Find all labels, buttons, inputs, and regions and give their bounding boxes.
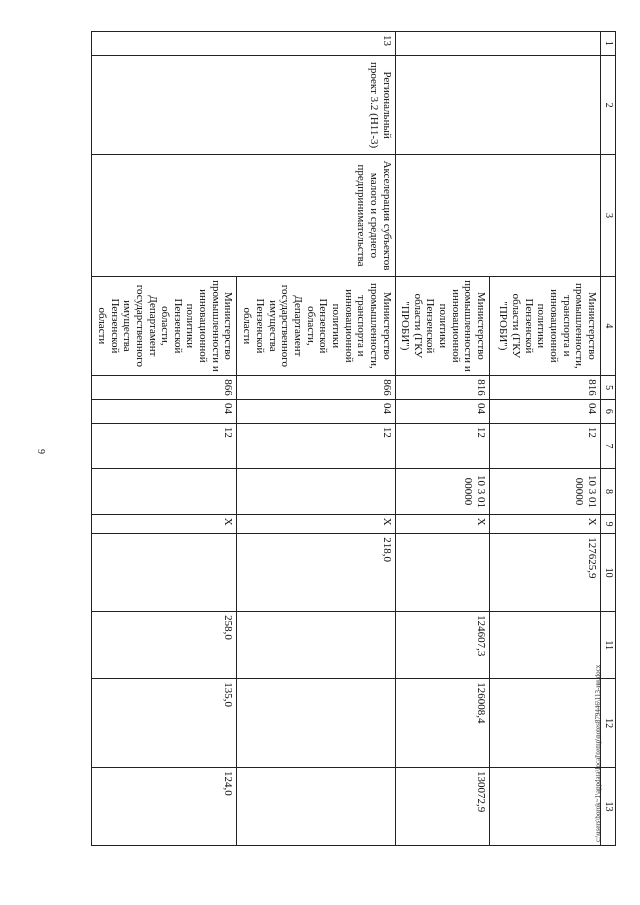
- header-row: [600, 32, 615, 846]
- col-header: 12: [600, 679, 615, 768]
- executor: Министерство промышленности, транспорта и инновационной политики Пензенской области (ГКУ "ПРОБИ"): [489, 276, 600, 376]
- table-row: [237, 32, 395, 846]
- col-header: 2: [600, 55, 615, 155]
- project-name: Региональный проект 3.2 (Н11-3): [92, 55, 396, 155]
- expense-type: X: [395, 514, 489, 533]
- event-name: Акселерация субъектов малого и среднего предпринимательства: [92, 155, 396, 276]
- col-header: 3: [600, 155, 615, 276]
- event-name: [395, 155, 600, 276]
- subsection-code: 12: [92, 423, 237, 468]
- row-number: [395, 32, 600, 56]
- row-number: 13: [92, 32, 396, 56]
- expense-type: X: [489, 514, 600, 533]
- amount-col12: 126008,4: [395, 679, 489, 768]
- expense-type: X: [92, 514, 237, 533]
- col-header: 10: [600, 534, 615, 612]
- target-code: 10 3 01 00000: [489, 469, 600, 514]
- footer-file-path: c:\users\borok~1\appdata\local\temp\notes879446\113-ии.docx: [594, 664, 602, 842]
- col-header: 7: [600, 423, 615, 468]
- amount-col10: [395, 534, 489, 612]
- amount-col13: 124,0: [92, 767, 237, 845]
- col-header: 11: [600, 612, 615, 679]
- executor: Министерство промышленности, транспорта и инновационной политики Пензенской области, Департамент государственного имущества Пензенской области: [237, 276, 395, 376]
- amount-col12: [489, 679, 600, 768]
- col-header: 5: [600, 376, 615, 400]
- grbs-code: 866: [237, 376, 395, 400]
- col-header: 1: [600, 32, 615, 56]
- amount-col13: [237, 767, 395, 845]
- amount-col12: [237, 679, 395, 768]
- target-code: [237, 469, 395, 514]
- executor: Министерство промышленности и инновационной политики Пензенской области (ГКУ "ПРОБИ"): [395, 276, 489, 376]
- amount-col13: [489, 767, 600, 845]
- col-header: 4: [600, 276, 615, 376]
- page-number: 9: [35, 449, 46, 454]
- project-name: [395, 55, 600, 155]
- grbs-code: 816: [395, 376, 489, 400]
- target-code: 10 3 01 00000: [395, 469, 489, 514]
- col-header: 8: [600, 469, 615, 514]
- amount-col10: [92, 534, 237, 612]
- subsection-code: 12: [395, 423, 489, 468]
- section-code: 04: [395, 400, 489, 424]
- col-header: 13: [600, 767, 615, 845]
- table-row: [489, 32, 600, 846]
- target-code: [92, 469, 237, 514]
- budget-table-rotated: [91, 31, 616, 846]
- grbs-code: 866: [92, 376, 237, 400]
- amount-col10: 218,0: [237, 534, 395, 612]
- col-header: 9: [600, 514, 615, 533]
- amount-col12: 135,0: [92, 679, 237, 768]
- amount-col11: 124607,3: [395, 612, 489, 679]
- section-code: 04: [237, 400, 395, 424]
- amount-col11: 258,0: [92, 612, 237, 679]
- amount-col10: 127625,9: [489, 534, 600, 612]
- amount-col13: 130072,9: [395, 767, 489, 845]
- grbs-code: 816: [489, 376, 600, 400]
- amount-col11: [489, 612, 600, 679]
- amount-col11: [237, 612, 395, 679]
- subsection-code: 12: [237, 423, 395, 468]
- budget-table: [91, 31, 616, 846]
- subsection-code: 12: [489, 423, 600, 468]
- section-code: 04: [92, 400, 237, 424]
- col-header: 6: [600, 400, 615, 424]
- section-code: 04: [489, 400, 600, 424]
- executor: Министерство промышленности и инновационной политики Пензенской области, Департамент государственного имущества Пензенской области: [92, 276, 237, 376]
- expense-type: X: [237, 514, 395, 533]
